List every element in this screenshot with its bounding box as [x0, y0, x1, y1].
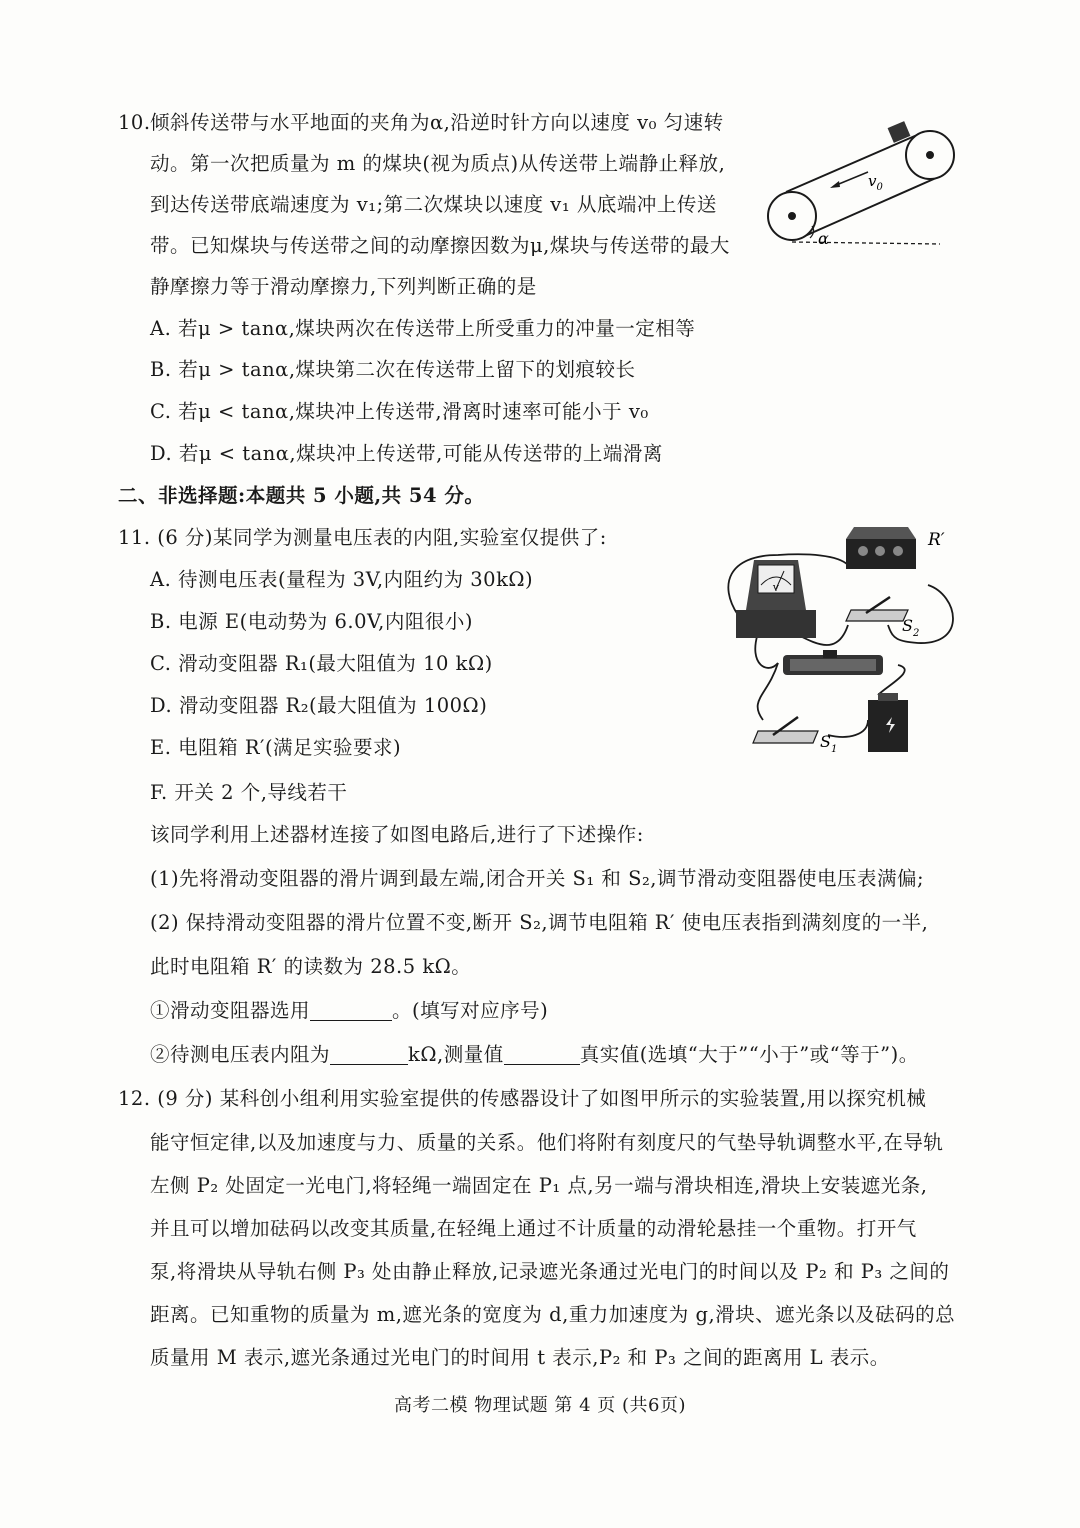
q11-step-1: (1)先将滑动变阻器的滑片调到最左端,闭合开关 S₁ 和 S₂,调节滑动变阻器使电压表满偏; [150, 867, 925, 890]
ask-2-prefix: ②待测电压表内阻为 [150, 1043, 331, 1066]
svg-text:S1: $S_1$ [820, 732, 838, 755]
voltmeter [736, 560, 816, 638]
q12-line-5: 泵,将滑块从导轨右侧 P₃ 处由静止释放,记录遮光条通过光电门的时间以及 P₂ 和 P₃ 之间的 [150, 1260, 950, 1283]
svg-text:V: V [773, 584, 779, 593]
q11-header: 11. (6 分)某同学为测量电压表的内阻,实验室仅提供了: [118, 526, 607, 549]
ask-2-suffix: 真实值(选填“大于”“小于”或“等于”)。 [579, 1043, 919, 1066]
q10-option-d: D. 若μ < tanα,煤块冲上传送带,可能从传送带的上端滑离 [150, 442, 663, 465]
q12-line-6: 距离。已知重物的质量为 m,遮光条的宽度为 d,重力加速度为 g,滑块、遮光条以及砝码的总 [150, 1303, 956, 1326]
q11-item-f: F. 开关 2 个,导线若干 [150, 781, 348, 804]
q10-number: 10. [118, 111, 151, 134]
q11-step-2a: (2) 保持滑动变阻器的滑片位置不变,断开 S₂,调节电阻箱 R′ 使电压表指到满刻度的一半, [150, 911, 929, 934]
q12-line-3: 左侧 P₂ 处固定一光电门,将轻绳一端固定在 P₁ 点,另一端与滑块相连,滑块上安装遮光条, [150, 1174, 928, 1197]
q10-line-5: 静摩擦力等于滑动摩擦力,下列判断正确的是 [150, 275, 537, 298]
switch-s2 [846, 597, 919, 639]
answer-blank-1[interactable] [310, 1000, 392, 1021]
ask-2-middle: kΩ,测量值 [408, 1043, 504, 1066]
section-2-title: 二、非选择题:本题共 5 小题,共 54 分。 [118, 484, 485, 507]
q10-option-a: A. 若μ > tanα,煤块两次在传送带上所受重力的冲量一定相等 [150, 317, 696, 340]
q11-intro: 该同学利用上述器材连接了如图电路后,进行了下述操作: [150, 823, 644, 846]
belt-angle-label: α [818, 229, 829, 248]
q10-option-b: B. 若μ > tanα,煤块第二次在传送带上留下的划痕较长 [150, 358, 636, 381]
svg-text:R′: R′ [928, 530, 945, 550]
q11-item-c: C. 滑动变阻器 R₁(最大阻值为 10 kΩ) [150, 652, 493, 675]
q11-step-2b: 此时电阻箱 R′ 的读数为 28.5 kΩ。 [150, 955, 472, 978]
ask-1-prefix: ①滑动变阻器选用 [150, 999, 311, 1022]
circuit-figure [718, 525, 968, 760]
answer-blank-3[interactable] [504, 1044, 580, 1065]
q12-line-7: 质量用 M 表示,遮光条通过光电门的时间用 t 表示,P₂ 和 P₃ 之间的距离用 L 表示。 [150, 1346, 890, 1369]
conveyor-belt-figure [750, 112, 970, 257]
battery [868, 693, 908, 752]
q11-ask-1 [150, 998, 548, 1024]
q11-ask-2 [150, 1042, 919, 1068]
q10-line-4: 带。已知煤块与传送带之间的动摩擦因数为μ,煤块与传送带的最大 [150, 234, 730, 257]
q12-line-1: 12. (9 分) 某科创小组利用实验室提供的传感器设计了如图甲所示的实验装置,用以探究机械 [118, 1087, 927, 1110]
q12-line-2: 能守恒定律,以及加速度与力、质量的关系。他们将附有刻度尺的气垫导轨调整水平,在导轨 [150, 1131, 944, 1154]
switch-s1 [753, 717, 837, 755]
q10-line-3: 到达传送带底端速度为 v₁;第二次煤块以速度 v₁ 从底端冲上传送 [150, 193, 717, 216]
q11-item-d: D. 滑动变阻器 R₂(最大阻值为 100Ω) [150, 694, 488, 717]
page-footer: 高考二模 物理试题 第 4 页 (共6页) [393, 1395, 687, 1416]
q12-line-4: 并且可以增加砝码以改变其质量,在轻绳上通过不计质量的动滑轮悬挂一个重物。打开气 [150, 1217, 917, 1240]
q11-item-e: E. 电阻箱 R′(满足实验要求) [150, 736, 402, 759]
q10-line-2: 动。第一次把质量为 m 的煤块(视为质点)从传送带上端静止释放, [150, 152, 726, 175]
belt-velocity-label: $v_0$ [868, 172, 883, 193]
q10-line-1: 倾斜传送带与水平地面的夹角为α,沿逆时针方向以速度 v₀ 匀速转 [150, 111, 724, 134]
resistance-box [846, 527, 945, 569]
svg-text:S2: $S_2$ [902, 616, 920, 639]
answer-blank-2[interactable] [330, 1044, 408, 1065]
q11-item-b: B. 电源 E(电动势为 6.0V,内阻很小) [150, 610, 473, 633]
ask-1-suffix: 。(填写对应序号) [392, 999, 549, 1022]
q11-item-a: A. 待测电压表(量程为 3V,内阻约为 30kΩ) [150, 568, 534, 591]
q10-option-c: C. 若μ < tanα,煤块冲上传送带,滑离时速率可能小于 v₀ [150, 400, 649, 423]
rheostat [783, 650, 883, 675]
